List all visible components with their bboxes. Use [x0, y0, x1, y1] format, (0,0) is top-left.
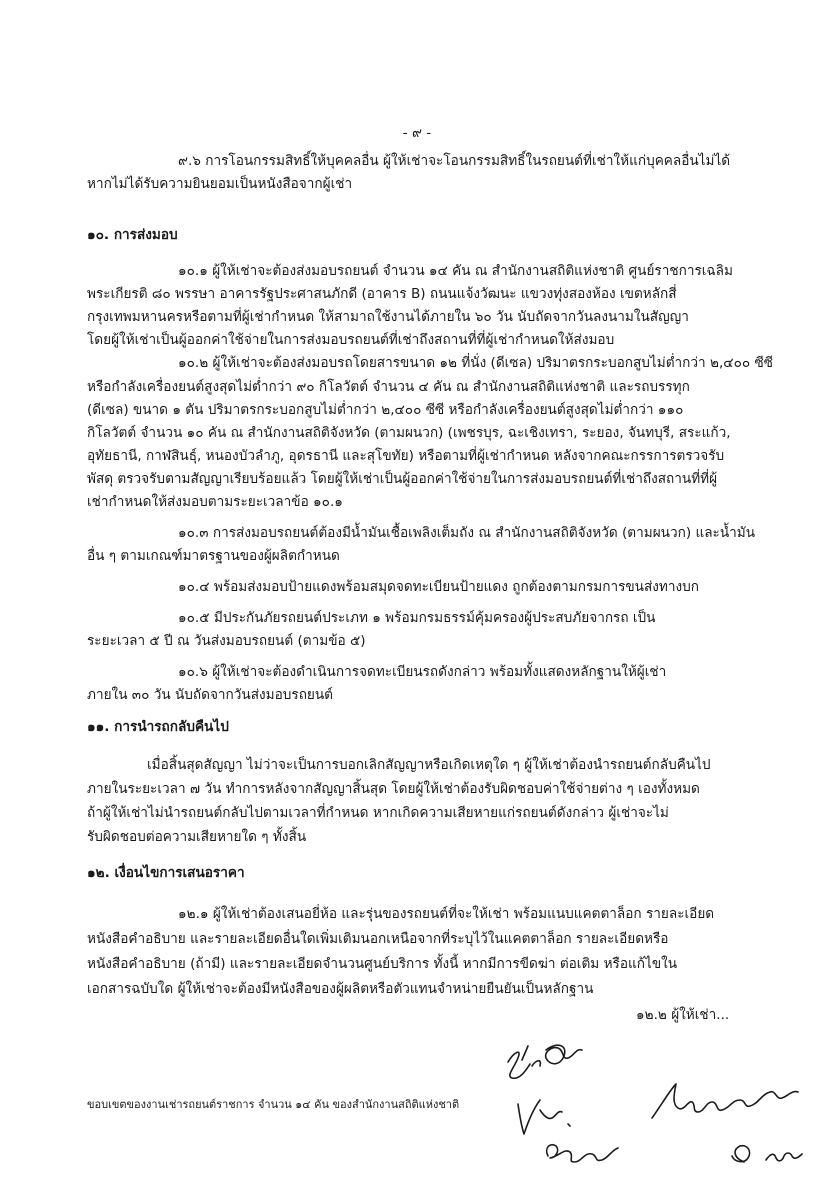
- clause-10-2-line-3: (ดีเซล) ขนาด ๑ ตัน ปริมาตรกระบอกสูบไม่ต่ำกว่า ๒,๔๐๐ ซีซี หรือกำลังเครื่องยนต์สูงสุดไม่ต่ำกว่า ๑๑๐: [87, 402, 684, 418]
- clause-10-1-line-1: ๑๐.๑ ผู้ให้เช่าจะต้องส่งมอบรถยนต์ จำนวน ๑๔ คัน ณ สำนักงานสถิติแห่งชาติ ศูนย์ราชการเฉลิม: [178, 263, 733, 279]
- clause-10-1-line-4: โดยผู้ให้เช่าเป็นผู้ออกค่าใช้จ่ายในการส่งมอบรถยนต์ที่เช่าถึงสถานที่ที่ผู้เช่ากำหนดให้ส่งมอบ: [87, 332, 615, 348]
- signature-4: [652, 1084, 798, 1118]
- clause-10-2-line-4: กิโลวัตต์ จำนวน ๑๐ คัน ณ สำนักงานสถิติจังหวัด (ตามผนวก) (เพชรบุร, ฉะเชิงเทรา, ระยอง, จันทบุรี, สระแก้ว,: [87, 425, 731, 441]
- section-10-heading: ๑๐. การส่งมอบ: [87, 227, 178, 243]
- section-12-heading: ๑๒. เงื่อนไขการเสนอราคา: [87, 865, 245, 881]
- section-11-line-1: เมื่อสิ้นสุดสัญญา ไม่ว่าจะเป็นการบอกเลิกสัญญาหรือเกิดเหตุใด ๆ ผู้ให้เช่าต้องนำรถยนต์กลับคืนไป: [147, 757, 711, 773]
- clause-10-2-line-1: ๑๐.๒ ผู้ให้เช่าจะต้องส่งมอบรถโดยสารขนาด ๑๒ ที่นั่ง (ดีเซล) ปริมาตรกระบอกสูบไม่ต่ำกว่า ๒,๔๐๐ ซีซี: [178, 355, 773, 371]
- clause-10-1-line-3: กรุงเทพมหานครหรือตามที่ผู้เช่ากำหนด ให้สามาถใช้งานได้ภายใน ๖๐ วัน นับถัดจากวันลงนามในสัญญา: [87, 309, 689, 325]
- page-number: - ๙ -: [402, 125, 432, 141]
- section-11-line-4: รับผิดชอบต่อความเสียหายใด ๆ ทั้งสิ้น: [87, 829, 307, 845]
- clause-10-4: ๑๐.๔ พร้อมส่งมอบป้ายแดงพร้อมสมุดจดทะเบียนป้ายแดง ถูกต้องตามกรมการขนส่งทางบก: [178, 579, 700, 595]
- clause-10-2-line-7: เช่ากำหนดให้ส่งมอบตามระยะเวลาข้อ ๑๐.๑: [87, 494, 343, 510]
- clause-10-6-line-2: ภายใน ๓๐ วัน นับถัดจากวันส่งมอบรถยนต์: [87, 687, 334, 703]
- clause-12-1-line-4: เอกสารฉบับใด ผู้ให้เช่าจะต้องมีหนังสือของผู้ผลิตหรือตัวแทนจำหน่ายยืนยันเป็นหลักฐาน: [87, 981, 594, 997]
- signature-1: [508, 1045, 582, 1078]
- clause-9-6-line-1: ๙.๖ การโอนกรรมสิทธิ์ให้บุคคลอื่น ผู้ให้เช่าจะโอนกรรมสิทธิ์ในรถยนต์ที่เช่าให้แก่บุคคลอื่นไม่ได้: [178, 153, 731, 169]
- clause-10-2-line-6: พัสดุ ตรวจรับตามสัญญาเรียบร้อยแล้ว โดยผู้ให้เช่าเป็นผู้ออกค่าใช้จ่ายในการส่งมอบรถยนต์ที่เช่าถึงสถานที่ที่ผู้: [87, 471, 718, 487]
- signature-5: [732, 1146, 802, 1162]
- section-11-line-3: ถ้าผู้ให้เช่าไม่นำรถยนต์กลับไปตามเวลาที่กำหนด หากเกิดความเสียหายแก่รถยนต์ดังกล่าว ผู้เช่าจะไม่: [87, 805, 669, 821]
- clause-10-3-line-1: ๑๐.๓ การส่งมอบรถยนต์ต้องมีน้ำมันเชื้อเพลิงเต็มถัง ณ สำนักงานสถิติจังหวัด (ตามผนวก) และน้ำมัน: [178, 525, 756, 541]
- clause-12-1-line-2: หนังสือคำอธิบาย และรายละเอียดอื่นใดเพิ่มเติมนอกเหนือจากที่ระบุไว้ในแคตตาล็อก รายละเอียดหรือ: [87, 931, 669, 947]
- footer-note: ขอบเขตของงานเช่ารถยนต์ราชการ จำนวน ๑๔ คัน ของสำนักงานสถิติแห่งชาติ: [87, 1098, 460, 1111]
- clause-12-1-line-1: ๑๒.๑ ผู้ให้เช่าต้องเสนอยี่ห้อ และรุ่นของรถยนต์ที่จะให้เช่า พร้อมแนบแคตตาล็อก รายละเอียด: [178, 906, 715, 922]
- clause-10-6-line-1: ๑๐.๖ ผู้ให้เช่าจะต้องดำเนินการจดทะเบียนรถดังกล่าว พร้อมทั้งแสดงหลักฐานให้ผู้เช่า: [178, 664, 667, 680]
- clause-10-2-line-5: อุทัยธานี, กาฬสินธุ์, หนองบัวลำภู, อุดรธานี และสุโขทัย) หรือตามที่ผู้เช่ากำหนด หลังจากคณะกรรการตรวจรับ: [87, 448, 725, 464]
- signature-2: [518, 1100, 570, 1134]
- clause-10-2-line-2: หรือกำลังเครื่องยนต์สูงสุดไม่ต่ำกว่า ๙๐ กิโลวัตต์ จำนวน ๔ คัน ณ สำนักงานสถิติแห่งชาติ และรถบรรทุก: [87, 379, 690, 395]
- clause-10-1-line-2: พระเกียรติ ๘๐ พรรษา อาคารรัฐประศาสนภักดี (อาคาร B) ถนนแจ้งวัฒนะ แขวงทุ่งสองห้อง เขตหลักสี่: [87, 286, 677, 302]
- signature-3: [547, 1145, 618, 1162]
- clause-9-6-line-2: หากไม่ได้รับความยินยอมเป็นหนังสือจากผู้เช่า: [87, 176, 353, 192]
- clause-10-5-line-2: ระยะเวลา ๕ ปี ณ วันส่งมอบรถยนต์ (ตามข้อ ๕): [87, 633, 366, 649]
- section-11-heading: ๑๑. การนำรถกลับคืนไป: [87, 719, 229, 735]
- clause-12-1-line-3: หนังสือคำอธิบาย (ถ้ามี) และรายละเอียดจำนวนศูนย์บริการ ทั้งนี้ หากมีการขีดฆ่า ต่อเติม หรือแก้ไขใน: [87, 956, 678, 972]
- clause-10-3-line-2: อื่น ๆ ตามเกณฑ์มาตรฐานของผู้ผลิตกำหนด: [87, 548, 340, 564]
- section-11-line-2: ภายในระยะเวลา ๗ วัน ทำการหลังจากสัญญาสิ้นสุด โดยผู้ให้เช่าต้องรับผิดชอบค่าใช้จ่ายต่าง ๆ เองทั้งหมด: [87, 781, 700, 797]
- clause-10-5-line-1: ๑๐.๕ มีประกันภัยรถยนต์ประเภท ๑ พร้อมกรมธรรม์คุ้มครองผู้ประสบภัยจากรถ เป็น: [178, 610, 656, 626]
- next-page-continuation: ๑๒.๒ ผู้ให้เช่า...: [636, 1007, 730, 1023]
